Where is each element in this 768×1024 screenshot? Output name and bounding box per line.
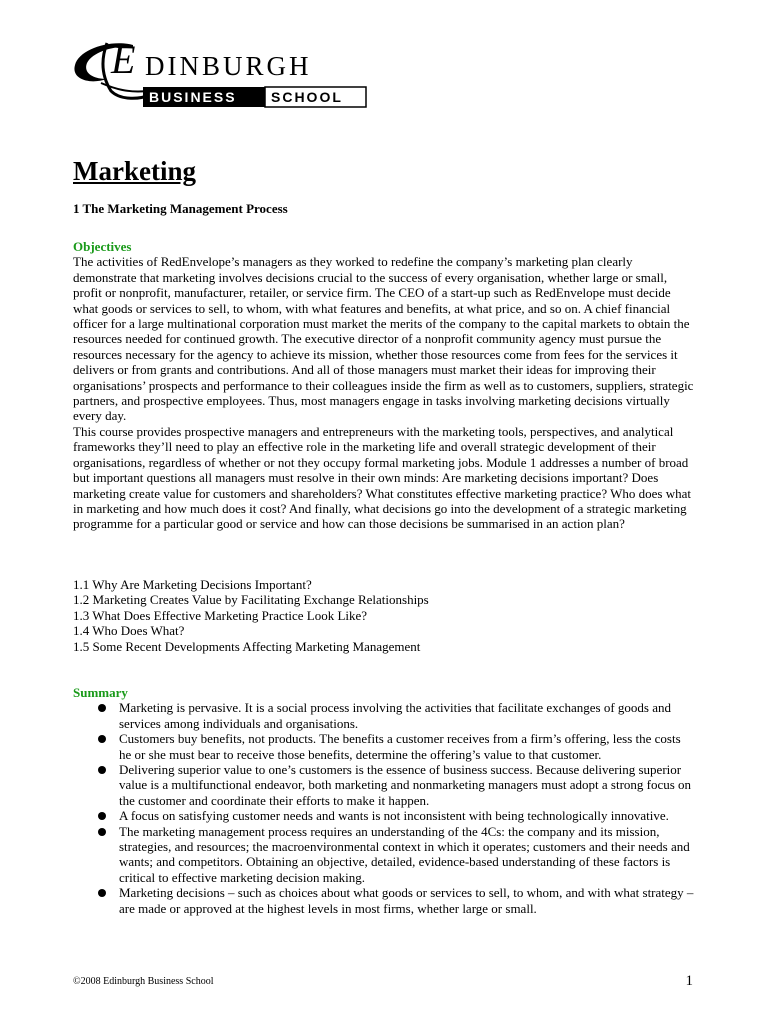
logo-mark	[71, 39, 371, 111]
objectives-paragraph-1: The activities of RedEnvelope’s managers as they worked to redefine the company’s marketing plan clearly demonstrate that marketing involves decisions crucial to the success of every organisation, whether large or small, profit or nonprofit, manufacturer, retailer, or service firm. The CEO of a start-up such as RedEnvelope must decide what goods or services to sell, to whom, with what features and benefits, at what price, and so on. A chief financial officer for a large multinational corporation must market the merits of the company to the capital markets to obtain the resources needed for continued growth. The executive director of a nonprofit community agency must pursue the resources necessary for the agency to achieve its mission, whether those resources come from fees for the services it delivers or from grants and contributions. And all of those managers must market their ideas for improving their organisations’ prospects and performance to their colleagues inside the firm as well as to customers, suppliers, strategic partners, and prospective employees. Thus, most managers engage in tasks involving marketing decisions virtually every day.	[73, 254, 694, 424]
objectives-section	[73, 239, 695, 532]
summary-section	[73, 685, 695, 916]
objectives-paragraph-2: This course provides prospective managers and entrepreneurs with the marketing tools, perspectives, and analytical frameworks they’ll need to play an effective role in the marketing life and overall strategic development of their organisations, regardless of whether or not they occupy formal marketing jobs. Module 1 addresses a number of broad but important questions all managers must resolve in their own minds: Are marketing decisions important? Does marketing create value for customers and shareholders? What constitutes effective marketing practice? Who does what in marketing and how much does it cost? And finally, what decisions go into the development of a strategic marketing programme for a particular good or service and how can those decisions be summarised in an action plan?	[73, 423, 691, 532]
section-item: 1.3 What Does Effective Marketing Practice Look Like?	[73, 607, 368, 623]
objectives-heading: Objectives	[73, 239, 132, 254]
summary-item	[73, 731, 695, 762]
summary-item	[73, 762, 695, 808]
section-item: 1.1 Why Are Marketing Decisions Important?	[73, 577, 312, 592]
page-title: Marketing	[73, 156, 196, 186]
footer-copyright: ©2008 Edinburgh Business School	[73, 976, 214, 987]
summary-item-text: A focus on satisfying customer needs and wants is not inconsistent with being technologically innovative.	[119, 808, 669, 824]
summary-item	[73, 700, 695, 731]
bullet-icon	[98, 766, 106, 774]
logo-school: SCHOOL	[271, 89, 343, 105]
summary-item	[73, 885, 695, 916]
summary-item	[73, 824, 695, 886]
bullet-icon	[98, 828, 106, 836]
logo-business: BUSINESS	[149, 89, 237, 105]
edinburgh-business-school-logo	[71, 39, 371, 111]
bullet-icon	[98, 889, 106, 897]
summary-heading: Summary	[73, 685, 128, 700]
bullet-icon	[98, 735, 106, 743]
bullet-icon	[98, 812, 106, 820]
section-item: 1.2 Marketing Creates Value by Facilitating Exchange Relationships	[73, 592, 429, 608]
logo-top-word: DINBURGH	[145, 51, 312, 81]
section-subtitle: 1 The Marketing Management Process	[73, 201, 288, 216]
summary-item-text: Marketing is pervasive. It is a social process involving the activities that facilitate exchanges of goods and services among individuals and organisations.	[119, 700, 671, 731]
section-item: 1.5 Some Recent Developments Affecting Marketing Management	[73, 638, 421, 654]
bullet-icon	[98, 704, 106, 712]
page-number: 1	[685, 973, 693, 989]
logo-initial: E	[111, 39, 136, 82]
section-list	[73, 577, 695, 654]
summary-item-text: Customers buy benefits, not products. The benefits a customer receives from a firm’s offering, less the costs he or she must bear to receive those benefits, determine the offering’s value to that customer.	[119, 731, 681, 762]
summary-item-text: Delivering superior value to one’s customers is the essence of business success. Because delivering superior value is a multifunctional endeavor, both marketing and nonmarketing managers must adopt a strong focus on the customer and coordinate their efforts to make it happen.	[119, 762, 692, 808]
summary-item-text: Marketing decisions – such as choices about what goods or services to sell, to whom, and with what strategy – are made or approved at the highest levels in most firms, whether large or small.	[119, 885, 694, 916]
summary-item	[73, 808, 695, 823]
summary-item-text: The marketing management process requires an understanding of the 4Cs: the company and its mission, strategies, and resources; the macroenvironmental context in which it operates; customers and their needs and wants; and competitors. Obtaining an objective, detailed, evidence-based understanding of these factors is critical to effective marketing decision making.	[119, 823, 690, 885]
section-item: 1.4 Who Does What?	[73, 623, 185, 639]
summary-list	[73, 700, 695, 916]
